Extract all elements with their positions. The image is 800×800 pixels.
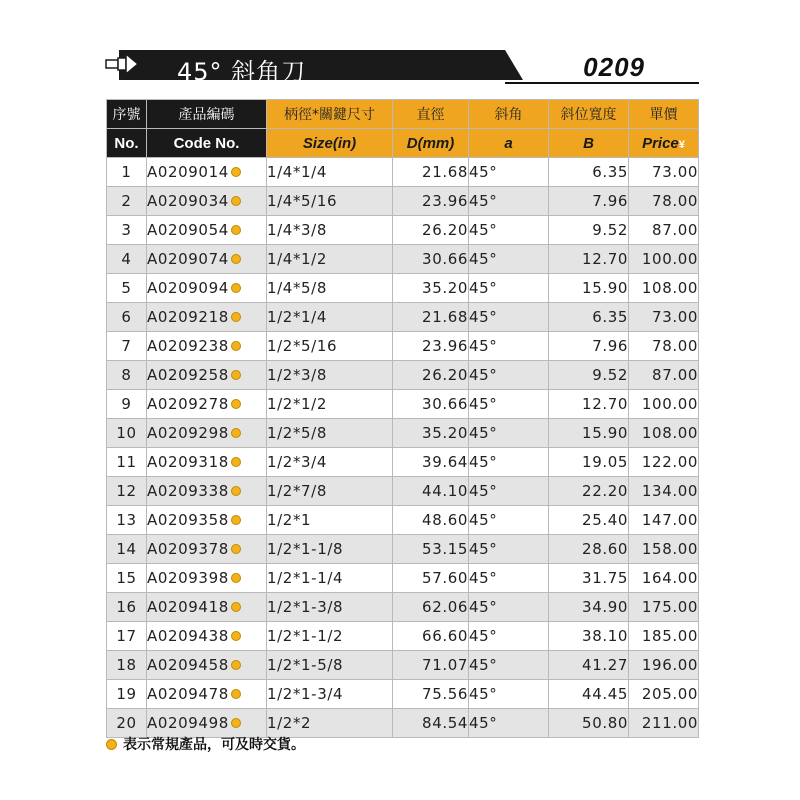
cell-angle: 45°	[469, 535, 549, 564]
header-no-zh: 序號	[107, 100, 147, 129]
cell-angle: 45°	[469, 158, 549, 187]
cell-size: 1/2*1/2	[267, 390, 393, 419]
cell-bevel-width: 50.80	[549, 709, 629, 738]
header-row-chinese	[107, 100, 699, 129]
cell-price: 164.00	[629, 564, 699, 593]
cell-code	[147, 651, 267, 680]
cell-no: 2	[107, 187, 147, 216]
cell-no: 3	[107, 216, 147, 245]
product-code: A0209338	[147, 482, 229, 500]
cell-no: 9	[107, 390, 147, 419]
cell-no: 10	[107, 419, 147, 448]
table-row	[107, 593, 699, 622]
cell-angle: 45°	[469, 216, 549, 245]
cell-angle: 45°	[469, 187, 549, 216]
cell-diameter: 75.56	[393, 680, 469, 709]
cell-diameter: 21.68	[393, 303, 469, 332]
stock-dot-icon	[106, 739, 117, 750]
footnote-text: 表示常規產品，可及時交貨。	[123, 737, 305, 753]
cell-bevel-width: 22.20	[549, 477, 629, 506]
cell-price: 78.00	[629, 332, 699, 361]
cell-code	[147, 216, 267, 245]
cell-diameter: 48.60	[393, 506, 469, 535]
cell-diameter: 35.20	[393, 419, 469, 448]
product-code: A0209094	[147, 279, 229, 297]
cell-price: 87.00	[629, 361, 699, 390]
cell-diameter: 84.54	[393, 709, 469, 738]
cell-angle: 45°	[469, 564, 549, 593]
cell-price: 87.00	[629, 216, 699, 245]
product-code: A0209034	[147, 192, 229, 210]
cell-bevel-width: 6.35	[549, 158, 629, 187]
header-size-en: Size(in)	[267, 129, 393, 158]
stock-dot-icon	[231, 631, 241, 641]
cell-diameter: 44.10	[393, 477, 469, 506]
table-row	[107, 506, 699, 535]
cell-price: 134.00	[629, 477, 699, 506]
cell-no: 6	[107, 303, 147, 332]
table-row	[107, 419, 699, 448]
cell-diameter: 53.15	[393, 535, 469, 564]
table-row	[107, 216, 699, 245]
cell-code	[147, 187, 267, 216]
product-code: A0209458	[147, 656, 229, 674]
product-code: A0209238	[147, 337, 229, 355]
cell-angle: 45°	[469, 622, 549, 651]
cell-price: 108.00	[629, 274, 699, 303]
table-row	[107, 303, 699, 332]
stock-dot-icon	[231, 283, 241, 293]
stock-dot-icon	[231, 370, 241, 380]
header-price-zh: 單價	[629, 100, 699, 129]
cell-angle: 45°	[469, 680, 549, 709]
cell-code	[147, 390, 267, 419]
table-row	[107, 622, 699, 651]
header-no-en: No.	[107, 129, 147, 158]
cell-no: 13	[107, 506, 147, 535]
product-code: A0209358	[147, 511, 229, 529]
header-bevel-width-en: B	[549, 129, 629, 158]
cell-diameter: 57.60	[393, 564, 469, 593]
cell-price: 185.00	[629, 622, 699, 651]
cell-code	[147, 477, 267, 506]
cell-size: 1/4*1/4	[267, 158, 393, 187]
cell-angle: 45°	[469, 361, 549, 390]
cell-angle: 45°	[469, 651, 549, 680]
cell-size: 1/2*3/8	[267, 361, 393, 390]
table-row	[107, 535, 699, 564]
cell-code	[147, 332, 267, 361]
cell-bevel-width: 15.90	[549, 274, 629, 303]
router-bit-icon	[105, 51, 155, 79]
cell-size: 1/4*5/8	[267, 274, 393, 303]
cell-bevel-width: 19.05	[549, 448, 629, 477]
cell-code	[147, 535, 267, 564]
cell-size: 1/2*1-1/8	[267, 535, 393, 564]
product-code: A0209318	[147, 453, 229, 471]
cell-size: 1/2*3/4	[267, 448, 393, 477]
cell-diameter: 23.96	[393, 187, 469, 216]
cell-size: 1/2*1-1/4	[267, 564, 393, 593]
cell-no: 8	[107, 361, 147, 390]
cell-price: 196.00	[629, 651, 699, 680]
stock-dot-icon	[231, 341, 241, 351]
cell-size: 1/2*1-3/8	[267, 593, 393, 622]
cell-diameter: 26.20	[393, 361, 469, 390]
header-banner	[105, 46, 699, 84]
cell-code	[147, 506, 267, 535]
stock-dot-icon	[231, 225, 241, 235]
stock-dot-icon	[231, 718, 241, 728]
cell-code	[147, 448, 267, 477]
cell-angle: 45°	[469, 390, 549, 419]
cell-bevel-width: 12.70	[549, 390, 629, 419]
cell-bevel-width: 9.52	[549, 361, 629, 390]
stock-dot-icon	[231, 254, 241, 264]
table-row	[107, 332, 699, 361]
header-code-en: Code No.	[147, 129, 267, 158]
currency-symbol: ¥	[678, 138, 685, 151]
table-row	[107, 651, 699, 680]
product-code: A0209258	[147, 366, 229, 384]
cell-no: 5	[107, 274, 147, 303]
cell-price: 211.00	[629, 709, 699, 738]
product-code: A0209378	[147, 540, 229, 558]
cell-code	[147, 274, 267, 303]
page-title: 45° 斜角刀	[177, 58, 307, 86]
cell-angle: 45°	[469, 506, 549, 535]
cell-size: 1/2*5/8	[267, 419, 393, 448]
stock-dot-icon	[231, 457, 241, 467]
stock-dot-icon	[231, 399, 241, 409]
product-code: A0209298	[147, 424, 229, 442]
stock-dot-icon	[231, 689, 241, 699]
header-bevel-width-zh: 斜位寬度	[549, 100, 629, 129]
cell-price: 73.00	[629, 158, 699, 187]
stock-dot-icon	[231, 660, 241, 670]
cell-no: 12	[107, 477, 147, 506]
cell-bevel-width: 31.75	[549, 564, 629, 593]
cell-price: 205.00	[629, 680, 699, 709]
cell-bevel-width: 44.45	[549, 680, 629, 709]
cell-size: 1/4*1/2	[267, 245, 393, 274]
header-angle-en: a	[469, 129, 549, 158]
cell-bevel-width: 34.90	[549, 593, 629, 622]
cell-price: 100.00	[629, 245, 699, 274]
cell-code	[147, 158, 267, 187]
cell-size: 1/2*1-1/2	[267, 622, 393, 651]
cell-code	[147, 680, 267, 709]
cell-price: 122.00	[629, 448, 699, 477]
cell-no: 7	[107, 332, 147, 361]
cell-code	[147, 564, 267, 593]
cell-bevel-width: 7.96	[549, 332, 629, 361]
cell-no: 14	[107, 535, 147, 564]
cell-code	[147, 245, 267, 274]
table-row	[107, 390, 699, 419]
table-row	[107, 158, 699, 187]
stock-dot-icon	[231, 312, 241, 322]
cell-size: 1/4*3/8	[267, 216, 393, 245]
cell-no: 17	[107, 622, 147, 651]
cell-no: 11	[107, 448, 147, 477]
header-price-en	[629, 129, 699, 158]
cell-no: 20	[107, 709, 147, 738]
cell-diameter: 35.20	[393, 274, 469, 303]
header-code-zh: 產品編碼	[147, 100, 267, 129]
cell-no: 4	[107, 245, 147, 274]
product-code: A0209418	[147, 598, 229, 616]
cell-size: 1/2*1-3/4	[267, 680, 393, 709]
cell-bevel-width: 7.96	[549, 187, 629, 216]
cell-size: 1/2*7/8	[267, 477, 393, 506]
stock-dot-icon	[231, 515, 241, 525]
header-angle-zh: 斜角	[469, 100, 549, 129]
series-code: 0209	[583, 52, 645, 82]
cell-size: 1/2*2	[267, 709, 393, 738]
header-diameter-en: D(mm)	[393, 129, 469, 158]
cell-diameter: 62.06	[393, 593, 469, 622]
cell-size: 1/4*5/16	[267, 187, 393, 216]
stock-dot-icon	[231, 486, 241, 496]
stock-dot-icon	[231, 428, 241, 438]
cell-price: 108.00	[629, 419, 699, 448]
cell-diameter: 30.66	[393, 390, 469, 419]
header-diameter-zh: 直徑	[393, 100, 469, 129]
cell-angle: 45°	[469, 709, 549, 738]
cell-code	[147, 361, 267, 390]
cell-angle: 45°	[469, 477, 549, 506]
cell-angle: 45°	[469, 274, 549, 303]
cell-price: 175.00	[629, 593, 699, 622]
table-row	[107, 564, 699, 593]
stock-dot-icon	[231, 573, 241, 583]
cell-diameter: 66.60	[393, 622, 469, 651]
cell-bevel-width: 15.90	[549, 419, 629, 448]
table-row	[107, 245, 699, 274]
product-code: A0209014	[147, 163, 229, 181]
cell-size: 1/2*5/16	[267, 332, 393, 361]
product-code: A0209074	[147, 250, 229, 268]
cell-bevel-width: 12.70	[549, 245, 629, 274]
cell-no: 19	[107, 680, 147, 709]
cell-bevel-width: 25.40	[549, 506, 629, 535]
cell-code	[147, 593, 267, 622]
cell-code	[147, 622, 267, 651]
cell-bevel-width: 38.10	[549, 622, 629, 651]
cell-bevel-width: 6.35	[549, 303, 629, 332]
cell-size: 1/2*1	[267, 506, 393, 535]
stock-dot-icon	[231, 602, 241, 612]
cell-diameter: 21.68	[393, 158, 469, 187]
table-row	[107, 274, 699, 303]
cell-bevel-width: 28.60	[549, 535, 629, 564]
product-code: A0209278	[147, 395, 229, 413]
cell-diameter: 71.07	[393, 651, 469, 680]
cell-size: 1/2*1-5/8	[267, 651, 393, 680]
cell-no: 15	[107, 564, 147, 593]
cell-angle: 45°	[469, 419, 549, 448]
product-code: A0209498	[147, 714, 229, 732]
product-code: A0209438	[147, 627, 229, 645]
cell-diameter: 26.20	[393, 216, 469, 245]
header-price-en-label: Price	[642, 134, 679, 152]
cell-bevel-width: 9.52	[549, 216, 629, 245]
cell-angle: 45°	[469, 303, 549, 332]
cell-angle: 45°	[469, 245, 549, 274]
table-row	[107, 448, 699, 477]
stock-dot-icon	[231, 196, 241, 206]
cell-price: 100.00	[629, 390, 699, 419]
product-code: A0209054	[147, 221, 229, 239]
cell-price: 78.00	[629, 187, 699, 216]
table-row	[107, 361, 699, 390]
stock-dot-icon	[231, 167, 241, 177]
cell-price: 73.00	[629, 303, 699, 332]
cell-bevel-width: 41.27	[549, 651, 629, 680]
series-code-underline	[505, 82, 699, 84]
footnote	[106, 734, 305, 754]
cell-no: 1	[107, 158, 147, 187]
cell-code	[147, 303, 267, 332]
cell-price: 147.00	[629, 506, 699, 535]
cell-size: 1/2*1/4	[267, 303, 393, 332]
cell-no: 18	[107, 651, 147, 680]
product-code: A0209478	[147, 685, 229, 703]
header-row-english	[107, 129, 699, 158]
spec-table	[106, 99, 699, 738]
table-row	[107, 680, 699, 709]
header-size-zh: 柄徑*關鍵尺寸	[267, 100, 393, 129]
cell-code	[147, 419, 267, 448]
cell-no: 16	[107, 593, 147, 622]
table-row	[107, 477, 699, 506]
cell-angle: 45°	[469, 593, 549, 622]
cell-price: 158.00	[629, 535, 699, 564]
cell-angle: 45°	[469, 448, 549, 477]
cell-angle: 45°	[469, 332, 549, 361]
table-row	[107, 187, 699, 216]
product-code: A0209398	[147, 569, 229, 587]
product-code: A0209218	[147, 308, 229, 326]
stock-dot-icon	[231, 544, 241, 554]
cell-diameter: 30.66	[393, 245, 469, 274]
cell-diameter: 23.96	[393, 332, 469, 361]
cell-diameter: 39.64	[393, 448, 469, 477]
